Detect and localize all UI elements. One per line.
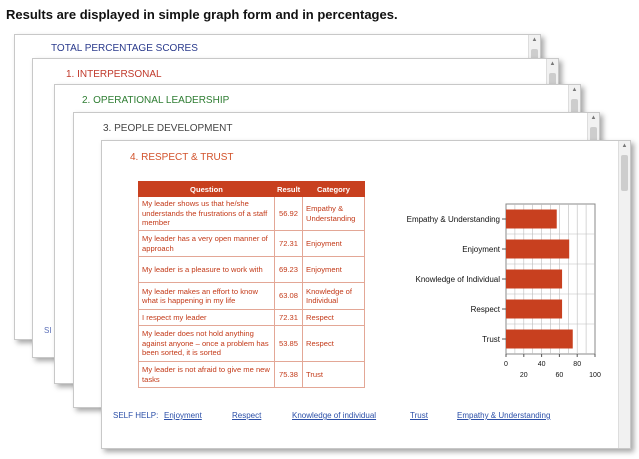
partial-label: SI (44, 326, 52, 335)
x-tick-label: 100 (589, 372, 601, 379)
question-cell: My leader has a very open manner of approach (139, 231, 275, 257)
result-cell: 75.38 (275, 362, 303, 388)
question-cell: My leader is not afraid to give me new tasks (139, 362, 275, 388)
results-table (138, 181, 365, 388)
scrollbar[interactable] (618, 141, 630, 448)
table-row (139, 310, 365, 326)
category-cell: Respect (303, 326, 365, 362)
bar (506, 330, 573, 349)
window-title-operational: 2. OPERATIONAL LEADERSHIP (82, 95, 230, 106)
x-tick-label: 80 (573, 361, 582, 368)
window-title-total: TOTAL PERCENTAGE SCORES (51, 43, 198, 54)
category-label: Respect (470, 305, 500, 314)
header-category: Category (303, 182, 365, 197)
category-cell: Empathy & Understanding (303, 197, 365, 231)
scroll-up-icon[interactable]: ▲ (621, 143, 628, 149)
table-row (139, 231, 365, 257)
bar (506, 300, 562, 319)
result-cell: 72.31 (275, 310, 303, 326)
scroll-up-icon[interactable]: ▲ (549, 61, 556, 67)
results-bar-chart (390, 200, 615, 390)
category-label: Empathy & Understanding (406, 215, 500, 224)
question-cell: I respect my leader (139, 310, 275, 326)
bar (506, 270, 562, 289)
self-help-link-knowledge-of-individual[interactable]: Knowledge of individual (292, 411, 377, 420)
x-tick-label: 0 (504, 361, 508, 368)
scroll-thumb[interactable] (621, 155, 628, 191)
category-label: Trust (482, 335, 500, 344)
category-cell: Trust (303, 362, 365, 388)
category-label: Knowledge of Individual (415, 275, 500, 284)
table-row (139, 326, 365, 362)
result-cell: 56.92 (275, 197, 303, 231)
result-cell: 53.85 (275, 326, 303, 362)
scroll-up-icon[interactable]: ▲ (590, 115, 597, 121)
result-cell: 63.08 (275, 283, 303, 310)
result-cell: 72.31 (275, 231, 303, 257)
category-cell: Enjoyment (303, 231, 365, 257)
x-tick-label: 40 (537, 361, 546, 368)
x-tick-label: 60 (555, 372, 564, 379)
question-cell: My leader is a pleasure to work with (139, 257, 275, 283)
category-cell: Knowledge of Individual (303, 283, 365, 310)
window-title-respect-trust: 4. RESPECT & TRUST (130, 152, 234, 163)
table-row (139, 197, 365, 231)
bar (506, 240, 569, 259)
scroll-up-icon[interactable]: ▲ (571, 87, 578, 93)
question-cell: My leader does not hold anything against anyone – once a problem has been sorted, it is sorted (139, 326, 275, 362)
category-cell: Enjoyment (303, 257, 365, 283)
self-help-label: SELF HELP: (113, 411, 159, 420)
question-cell: My leader shows us that he/she understands the frustrations of a staff member (139, 197, 275, 231)
category-label: Enjoyment (462, 245, 500, 254)
self-help-link-respect[interactable]: Respect (232, 411, 262, 420)
question-cell: My leader makes an effort to know what is happening in my life (139, 283, 275, 310)
table-row (139, 257, 365, 283)
self-help-link-trust[interactable]: Trust (410, 411, 428, 420)
table-header-row (139, 182, 365, 197)
bar (506, 210, 557, 229)
category-cell: Respect (303, 310, 365, 326)
table-row (139, 362, 365, 388)
self-help-link-enjoyment[interactable]: Enjoyment (164, 411, 202, 420)
header-result: Result (275, 182, 303, 197)
x-tick-label: 20 (519, 372, 528, 379)
self-help-link-empathy-understanding[interactable]: Empathy & Understanding (457, 411, 551, 420)
result-cell: 69.23 (275, 257, 303, 283)
table-row (139, 283, 365, 310)
header-question: Question (139, 182, 275, 197)
window-title-people-development: 3. PEOPLE DEVELOPMENT (103, 123, 233, 134)
window-title-interpersonal: 1. INTERPERSONAL (66, 69, 162, 80)
caption: Results are displayed in simple graph form and in percentages. (6, 7, 398, 22)
scroll-up-icon[interactable]: ▲ (531, 37, 538, 43)
